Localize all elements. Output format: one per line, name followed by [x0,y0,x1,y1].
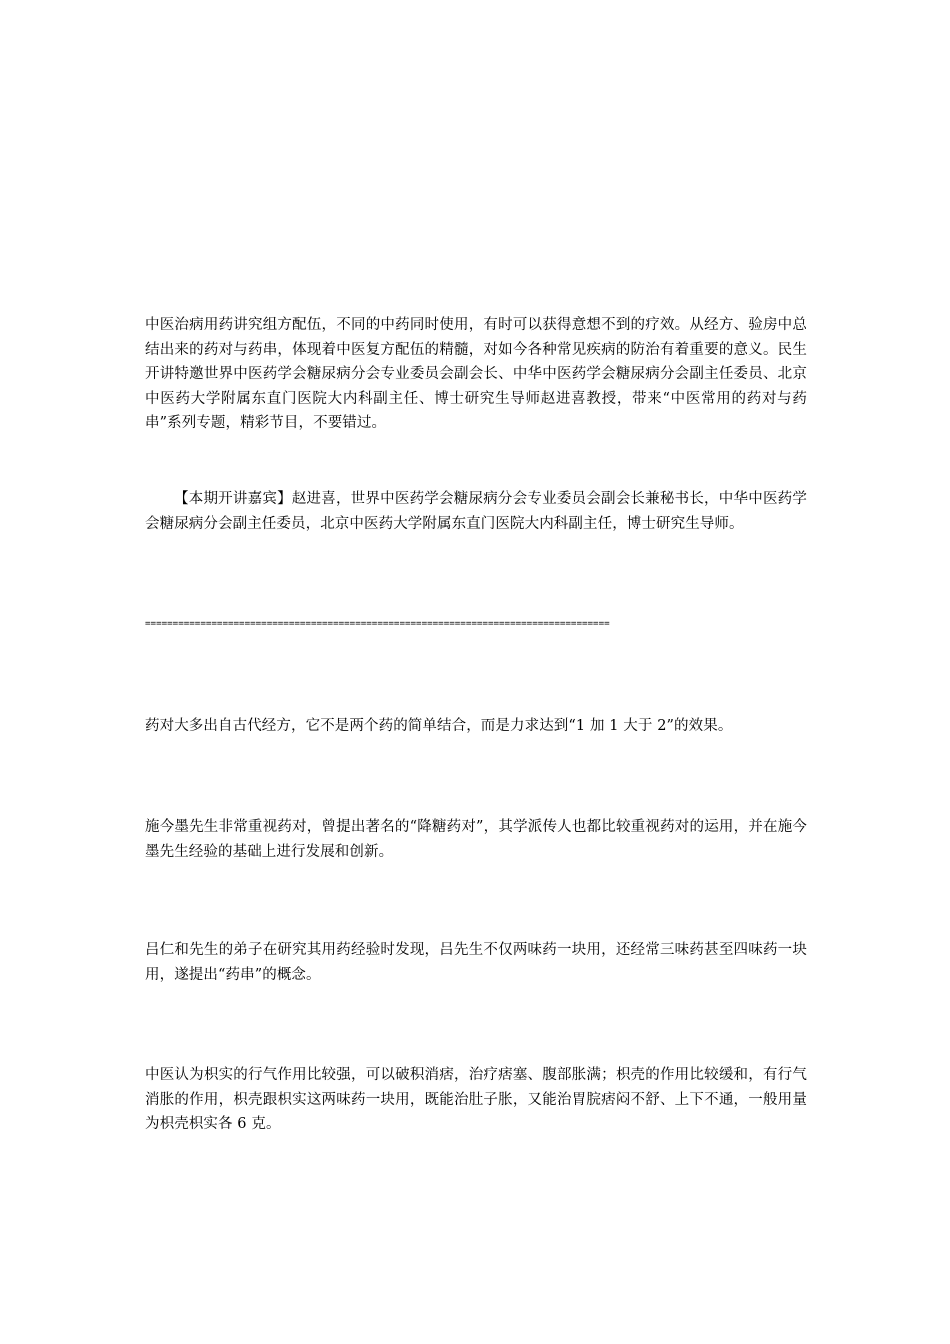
paragraph-lv-renhe: 吕仁和先生的弟子在研究其用药经验时发现，吕先生不仅两味药一块用，还经常三味药甚至四味药一块用，遂提出“药串”的概念。 [145,942,807,983]
section-divider: ==================================================================================== [145,618,610,629]
paragraph-shi-jinmo: 施今墨先生非常重视药对，曾提出著名的“降糖药对”，其学派传人也都比较重视药对的运用，并在施今墨先生经验的基础上进行发展和创新。 [145,819,807,860]
guest-paragraph: 【本期开讲嘉宾】赵进喜，世界中医药学会糖尿病分会专业委员会副会长兼秘书长，中华中医药学会糖尿病分会副主任委员，北京中医药大学附属东直门医院大内科副主任，博士研究生导师。 [145,491,807,532]
paragraph-zhishi-zhiqiao: 中医认为枳实的行气作用比较强，可以破积消痞，治疗痞塞、腹部胀满；枳壳的作用比较缓和，有行气消胀的作用，枳壳跟枳实这两味药一块用，既能治肚子胀，又能治胃脘痞闷不舒、上下不通，一般用量为枳壳枳实各 6 克。 [145,1067,807,1132]
paragraph-medicine-pairs: 药对大多出自古代经方，它不是两个药的简单结合，而是力求达到“1 加 1 大于 2”的效果。 [145,718,733,734]
intro-paragraph: 中医治病用药讲究组方配伍，不同的中药同时使用，有时可以获得意想不到的疗效。从经方、验房中总结出来的药对与药串，体现着中医复方配伍的精髓，对如今各种常见疾病的防治有着重要的意义。民生开讲特邀世界中医药学会糖尿病分会专业委员会副会长、中华中医药学会糖尿病分会副主任委员、北京中医药大学附属东直门医院大内科副主任、博士研究生导师赵进喜教授，带来“中医常用的药对与药串”系列专题，精彩节目，不要错过。 [145,317,807,431]
